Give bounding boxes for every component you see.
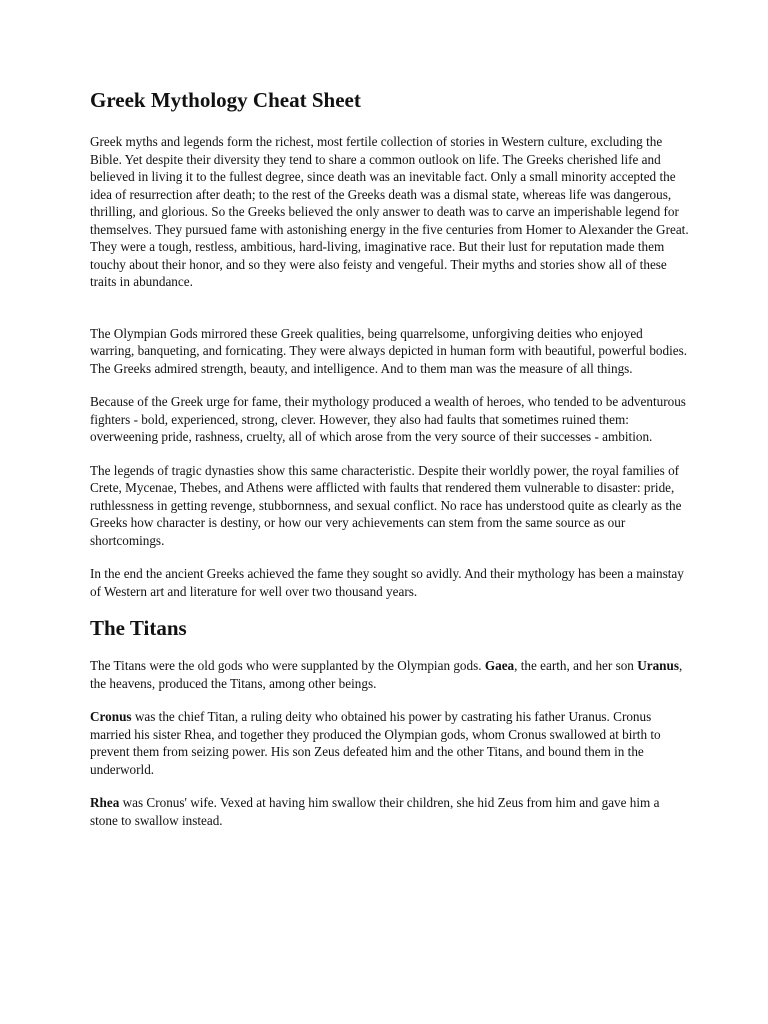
titans-paragraph-3 [90,794,690,829]
titans-p2-text: was the chief Titan, a ruling deity who obtained his power by castrating his father Uranus. Cronus married his sister Rhea, and together they produced the Olympian gods, whom Cronus swallowed at birth to prevent them from seizing power. His son Zeus defeated him and the other Titans, and bound them in the underworld. [90,709,661,777]
titans-p1-text-2: , the earth, and her son [514,658,638,674]
titans-p1-text-1: The Titans were the old gods who were supplanted by the Olympian gods. [90,658,485,674]
titans-paragraph-1 [90,657,690,692]
name-gaea: Gaea [484,658,515,674]
intro-paragraph-1: Greek myths and legends form the richest, most fertile collection of stories in Western culture, excluding the Bible. Yet despite their diversity they tend to share a common outlook on life. The Greeks cherished life and believed in living it to the fullest degree, since death was an inevitable fact. Only a small minority accepted the idea of resurrection after death; to the rest of the Greeks death was a dismal state, whereas life was dangerous, thrilling, and glorious. So the Greeks believed the only answer to death was to carve an imperishable legend for themselves. They pursued fame with astonishing energy in the five centuries from Homer to Alexander the Great. They were a tough, restless, ambitious, hard-living, imaginative race. But their lust for reputation made them touchy about their honor, and so they were also feisty and vengeful. Their myths and stories show all of these traits in abundance. [90,134,689,290]
document-title: Greek Mythology Cheat Sheet [90,88,361,112]
titans-paragraph-2 [90,708,690,778]
intro-paragraph-5: In the end the ancient Greeks achieved the fame they sought so avidly. And their mythology has been a mainstay of Western art and literature for well over two thousand years. [90,566,684,599]
name-rhea: Rhea [90,795,120,811]
titans-p3-text: was Cronus' wife. Vexed at having him swallow their children, she hid Zeus from him and gave him a stone to swallow instead. [90,795,660,828]
intro-paragraph-4: The legends of tragic dynasties show this same characteristic. Despite their worldly power, the royal families of Crete, Mycenae, Thebes, and Athens were afflicted with faults that rendered them vulnerable to disaster: pride, ruthlessness in getting revenge, stubbornness, and sexual conflict. No race has understood quite as clearly as the Greeks how character is destiny, or how our very achievements can stem from the same source as our shortcomings. [90,462,682,548]
intro-paragraph-2: The Olympian Gods mirrored these Greek qualities, being quarrelsome, unforgiving deities who enjoyed warring, banqueting, and fornicating. They were always depicted in human form with beautiful, powerful bodies. The Greeks admired strength, beauty, and intelligence. And to them man was the measure of all things. [90,325,688,376]
name-uranus: Uranus [637,658,679,674]
name-cronus: Cronus [90,709,132,725]
titans-heading: The Titans [90,616,187,641]
document-page [90,88,690,845]
intro-paragraph-3: Because of the Greek urge for fame, their mythology produced a wealth of heroes, who tended to be adventurous fighters - bold, experienced, strong, clever. However, they also had faults that sometimes ruined them: overweening pride, rashness, cruelty, all of which arose from the very source of their successes - ambition. [90,394,686,445]
titans-p1-text-3: , the heavens, produced the Titans, among other beings. [90,658,683,691]
